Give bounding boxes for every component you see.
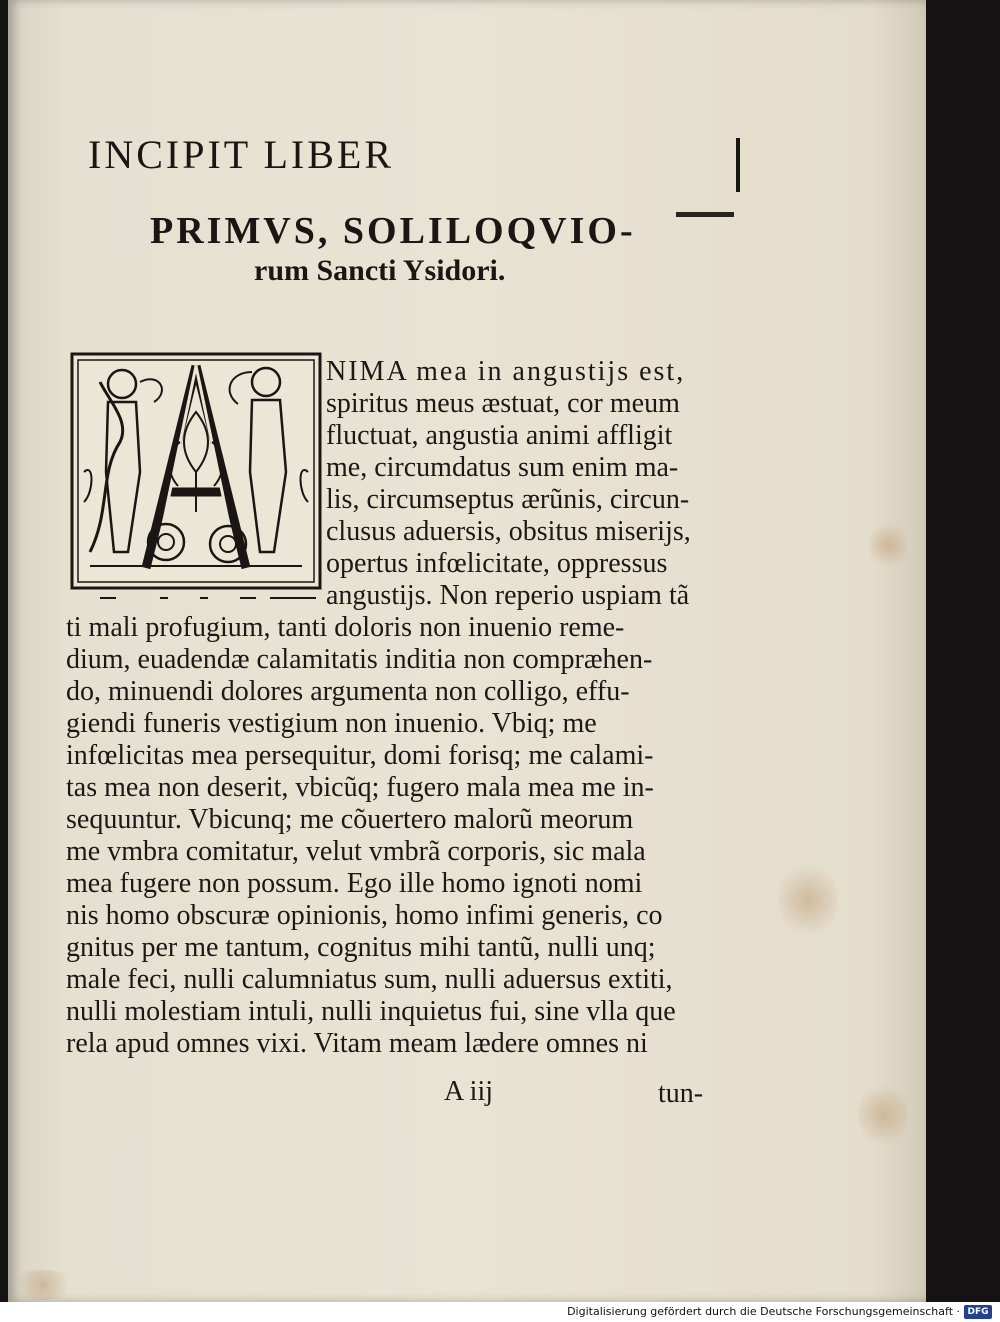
text-line: NIMA mea in angustijs est, <box>326 356 686 387</box>
ornament-line <box>676 212 734 217</box>
text-line: clusus aduersis, obsitus miserijs, <box>326 516 691 547</box>
text-line: rela apud omnes vixi. Vitam meam lædere omnes ni <box>66 1028 648 1059</box>
text-line: do, minuendi dolores argumenta non colligo, effu- <box>66 676 630 707</box>
text-line: nulli molestiam intuli, nulli inquietus fui, sine vlla que <box>66 996 676 1027</box>
text-line: male feci, nulli calumniatus sum, nulli aduersus extiti, <box>66 964 673 995</box>
text-line: tas mea non deserit, vbicũq; fugero mala mea me in- <box>66 772 654 803</box>
initial-woodcut-svg <box>70 352 322 590</box>
paper-stain <box>868 520 908 570</box>
text-line: me, circumdatus sum enim ma- <box>326 452 679 483</box>
historiated-initial-a-icon <box>70 352 322 590</box>
title-primus-soliloquiorum: PRIMVS, SOLILOQVIO- <box>150 210 636 252</box>
text-line: fluctuat, angustia animi affligit <box>326 420 673 451</box>
text-line: ti mali profugium, tanti doloris non inuenio reme- <box>66 612 625 643</box>
paper-stain <box>8 1270 78 1300</box>
text-line: mea fugere non possum. Ego ille homo ignoti nomi <box>66 868 643 899</box>
text-line: giendi funeris vestigium non inuenio. Vbiq; me <box>66 708 597 739</box>
digitization-footer <box>0 1302 1000 1322</box>
text-line: opertus infœlicitate, oppressus <box>326 548 668 579</box>
title-sancti-ysidori: rum Sancti Ysidori. <box>254 254 506 287</box>
text-line: lis, circumseptus ærũnis, circun- <box>326 484 690 515</box>
text-line: angustijs. Non reperio uspiam tã <box>326 580 690 611</box>
text-line: nis homo obscuræ opinionis, homo infimi generis, co <box>66 900 663 931</box>
text-line: me vmbra comitatur, velut vmbrã corporis, sic mala <box>66 836 646 867</box>
text-line: gnitus per me tantum, cognitus mihi tantũ, nulli unq; <box>66 932 656 963</box>
catchword: tun- <box>658 1078 704 1109</box>
text-line: sequuntur. Vbicunq; me cõuertero malorũ meorum <box>66 804 634 835</box>
text-line: infœlicitas mea persequitur, domi forisq; me calami- <box>66 740 654 771</box>
title-incipit-liber: INCIPIT LIBER <box>88 132 395 177</box>
footer-credit-text: Digitalisierung gefördert durch die Deutsche Forschungsgemeinschaft · <box>567 1305 960 1318</box>
paper-stain <box>778 860 838 940</box>
title-rule-mark <box>736 138 740 192</box>
paper-stain <box>858 1080 908 1150</box>
signature-mark: A iij <box>444 1076 494 1107</box>
dfg-logo-icon: DFG <box>964 1305 992 1319</box>
text-line: spiritus meus æstuat, cor meum <box>326 388 680 419</box>
initial-dash-marks <box>100 595 320 601</box>
text-line: dium, euadendæ calamitatis inditia non compræhen- <box>66 644 653 675</box>
